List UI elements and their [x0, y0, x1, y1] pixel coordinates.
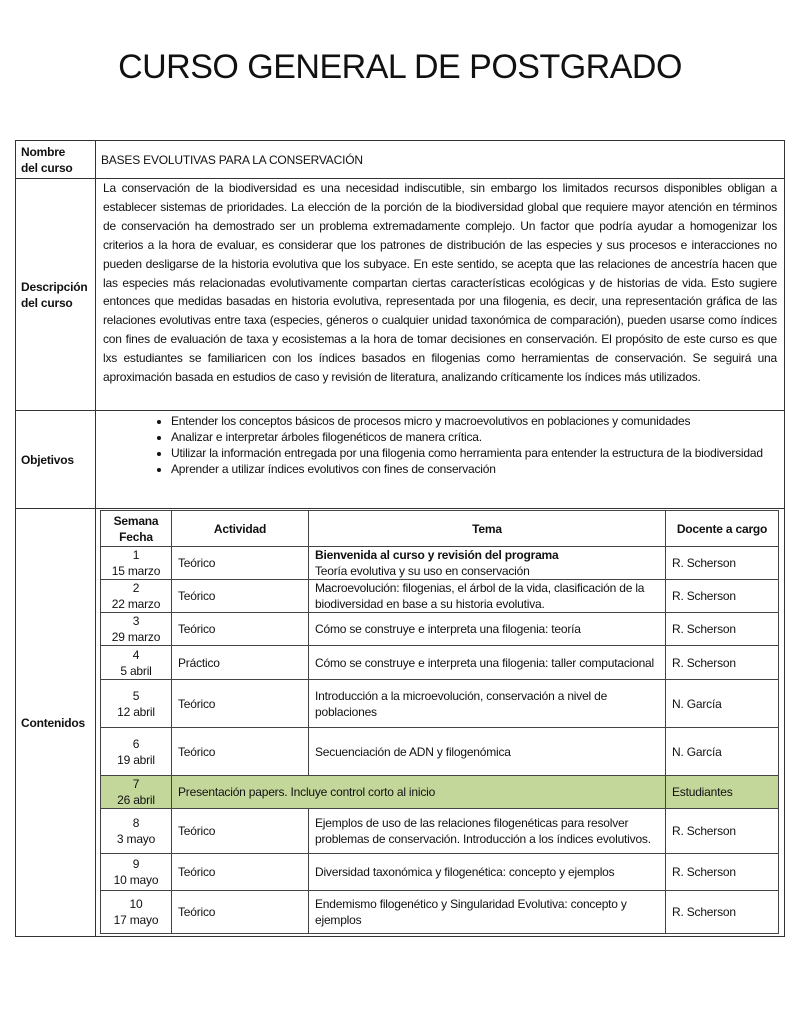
course-name-row: [16, 141, 785, 179]
objectives-list: [101, 413, 779, 477]
schedule-row: [101, 613, 779, 646]
course-description-cell: [96, 179, 785, 411]
week-date-cell: [101, 680, 172, 728]
teacher: R. Scherson: [666, 891, 779, 934]
activity: Teórico: [172, 728, 309, 776]
topic-cell: [309, 809, 666, 854]
date: 26 abril: [117, 793, 155, 807]
activity: Práctico: [172, 646, 309, 680]
week-date-cell: [101, 580, 172, 613]
week-number: 9: [132, 857, 140, 871]
schedule-row: [101, 891, 779, 934]
date: 10 mayo: [113, 873, 159, 887]
week-number: 1: [132, 548, 140, 562]
header-week: Semana: [113, 513, 159, 528]
topic: Teoría evolutiva y su uso en conservación: [315, 564, 530, 578]
topic: Introducción a la microevolución, conservación a nivel de poblaciones: [315, 688, 608, 719]
contents-row: [16, 509, 785, 937]
objective-item: • Entender los conceptos básicos de procesos micro y macroevolutivos en poblaciones y comunidades: [171, 413, 779, 429]
merged-activity: Presentación papers. Incluye control corto al inicio: [172, 776, 666, 809]
week-number: 10: [129, 897, 143, 911]
topic: Cómo se construye e interpreta una filogenia: taller computacional: [315, 655, 654, 670]
week-date-cell: [101, 809, 172, 854]
header-week-date: [101, 511, 172, 547]
date: 5 abril: [120, 663, 152, 678]
activity: Teórico: [172, 809, 309, 854]
header-teacher: Docente a cargo: [666, 511, 779, 547]
topic: Secuenciación de ADN y filogenómica: [315, 744, 511, 759]
week-number: 5: [132, 688, 140, 703]
week-date-cell: [101, 891, 172, 934]
course-name: BASES EVOLUTIVAS PARA LA CONSERVACIÓN: [96, 141, 785, 179]
week-date-cell: [101, 728, 172, 776]
topic-cell: [309, 854, 666, 891]
schedule-row: [101, 728, 779, 776]
date: 3 mayo: [116, 832, 156, 846]
schedule-row: [101, 646, 779, 680]
activity: Teórico: [172, 580, 309, 613]
week-date-cell: [101, 613, 172, 646]
week-date-cell: [101, 776, 172, 809]
teacher: Estudiantes: [666, 776, 779, 809]
week-number: 4: [132, 647, 140, 662]
header-activity: Actividad: [172, 511, 309, 547]
week-number: 3: [132, 614, 140, 628]
topic-cell: [309, 547, 666, 580]
week-number: 8: [132, 816, 140, 830]
week-date-cell: [101, 854, 172, 891]
objectives-label: Objetivos: [16, 411, 96, 509]
schedule-row: [101, 547, 779, 580]
activity: Teórico: [172, 854, 309, 891]
date: 15 marzo: [111, 564, 161, 578]
header-topic: Tema: [309, 511, 666, 547]
teacher: R. Scherson: [666, 613, 779, 646]
teacher: N. García: [666, 680, 779, 728]
schedule-row: [101, 854, 779, 891]
label-line: del curso: [21, 295, 73, 310]
activity: Teórico: [172, 680, 309, 728]
course-description-row: [16, 179, 785, 411]
topic-cell: [309, 646, 666, 680]
topic-cell: [309, 728, 666, 776]
topic: Ejemplos de uso de las relaciones filogenéticas para resolver problemas de conservación. Introducción a los índices evolutivos.: [315, 816, 651, 846]
week-number: 7: [132, 777, 140, 791]
teacher: N. García: [666, 728, 779, 776]
teacher: R. Scherson: [666, 580, 779, 613]
header-date: Fecha: [119, 529, 153, 544]
course-description: La conservación de la biodiversidad es una necesidad indiscutible, sin embargo los limitados recursos disponibles obligan a establecer sistemas de prioridades. La elección de la porción de la biodiversidad global que requiere mayor atención en términos de conservación ha demostrado ser un problema extremadamente complejo. Un factor que podría ayudar a homogenizar los criterios a la hora de evaluar, es considerar que los patrones de distribución de las especies y sus procesos e interacciones no pueden desligarse de la historia evolutiva que los subyace. En este sentido, se acepta que las relaciones de ancestría hacen que las especies más relacionadas evolutivamente compartan ciertas características ecológicas y de historias de vida. Esto sugiere entonces que medidas basadas en historia evolutiva, representada por una filogenia, es decir, una representación gráfica de las relaciones evolutivas entre taxa (especies, géneros o cualquier unidad taxonómica de comparación), pueden usarse como índices con fines de evaluación de taxa y ecosistemas a la hora de tomar decisiones en conservación. El propósito de este curso es que lxs estudiantes se familiaricen con los índices basados en filogenias como herramientas de conservación. Se seguirá una aproximación basada en estudios de caso y revisión de literatura, analizando críticamente los índices más utilizados.: [103, 181, 777, 385]
week-number: 6: [132, 736, 140, 751]
page-title: CURSO GENERAL DE POSTGRADO: [118, 48, 682, 86]
schedule-header-row: [101, 511, 779, 547]
topic-cell: [309, 891, 666, 934]
date: 29 marzo: [111, 630, 161, 644]
teacher: R. Scherson: [666, 547, 779, 580]
objectives-cell: [96, 411, 785, 509]
date: 17 mayo: [113, 913, 159, 927]
date: 22 marzo: [111, 597, 161, 611]
teacher: R. Scherson: [666, 809, 779, 854]
schedule-row: [101, 809, 779, 854]
activity: Teórico: [172, 613, 309, 646]
contents-cell: [96, 509, 785, 937]
label-line: del curso: [21, 160, 73, 175]
teacher: R. Scherson: [666, 646, 779, 680]
topic: Cómo se construye e interpreta una filogenia: teoría: [315, 622, 581, 636]
topic-cell: [309, 580, 666, 613]
objectives-row: [16, 411, 785, 509]
course-name-label: [16, 141, 96, 179]
date: 19 abril: [117, 752, 155, 767]
date: 12 abril: [117, 704, 155, 719]
schedule-row: [101, 580, 779, 613]
schedule-row: [101, 680, 779, 728]
topic: Endemismo filogenético y Singularidad Evolutiva: concepto y ejemplos: [315, 897, 627, 927]
activity: Teórico: [172, 891, 309, 934]
week-date-cell: [101, 547, 172, 580]
week-number: 2: [132, 581, 140, 595]
schedule-row: [101, 776, 779, 809]
teacher: R. Scherson: [666, 854, 779, 891]
topic-cell: [309, 613, 666, 646]
label-line: Nombre: [21, 144, 66, 159]
objective-item: • Aprender a utilizar índices evolutivos con fines de conservación: [171, 461, 779, 477]
label-line: Descripción: [21, 279, 88, 294]
objective-item: • Utilizar la información entregada por una filogenia como herramienta para entender la estructura de la biodiversidad: [171, 445, 779, 461]
course-table: [15, 140, 785, 937]
topic-bold: Bienvenida al curso y revisión del programa: [315, 548, 559, 562]
topic-cell: [309, 680, 666, 728]
topic: Diversidad taxonómica y filogenética: concepto y ejemplos: [315, 865, 615, 879]
week-date-cell: [101, 646, 172, 680]
contents-label: Contenidos: [16, 509, 96, 937]
topic: Macroevolución: filogenias, el árbol de la vida, clasificación de la biodiversidad en base a su historia evolutiva.: [315, 581, 645, 611]
objective-item: • Analizar e interpretar árboles filogenéticos de manera crítica.: [171, 429, 779, 445]
course-description-label: [16, 179, 96, 411]
schedule-table: [100, 510, 779, 934]
activity: Teórico: [172, 547, 309, 580]
